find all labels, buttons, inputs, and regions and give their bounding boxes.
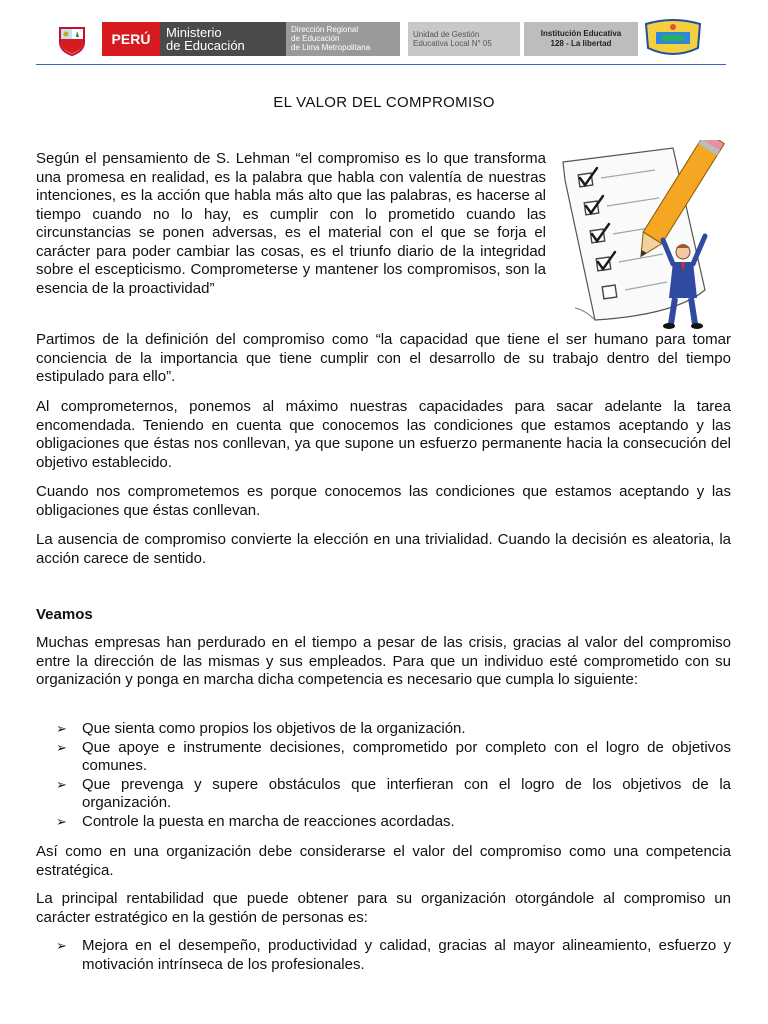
paragraph-lehman-quote: Según el pensamiento de S. Lehman “el compromiso es lo que transforma una promesa en realidad, es la palabra que habla con valentía de nuestras intenciones, es la acción que habla más alto que las palabras, es hacerse al tiempo cuando no lo hay, es cumplir con lo prometido cuando las circunstancias se ponen adversas, es el material con el que se forja el carácter para poder cambiar las cosas, es el triunfo diario de la integridad sobre el escepticismo. Comprometerse y mantener los compromisos, son la esencia de la proactividad” [36, 150, 546, 297]
list-item-text: Que prevenga y supere obstáculos que interfieran con el logro de los objetivos de la organización. [82, 775, 731, 811]
benefits-list [56, 937, 731, 974]
dre-logo [286, 22, 400, 56]
ugel-line: Educativa Local N° 05 [413, 39, 492, 48]
ugel-line: Unidad de Gestión [413, 30, 480, 39]
document-title: EL VALOR DEL COMPROMISO [273, 94, 495, 111]
paragraph-companies: Muchas empresas han perdurado en el tiempo a pesar de las crisis, gracias al valor del compromiso entre la dirección de las mismas y sus empleados. Para que un individuo esté comprometido con su organización y ponga en marcha dicha competencia es necesario que cumpla lo siguiente: [36, 634, 731, 688]
list-item-text: Que apoye e instrumente decisiones, comprometido por completo con el logro de objetivos comunes. [82, 738, 731, 774]
school-logo-box [524, 22, 638, 56]
dre-line: Dirección Regional [291, 25, 359, 34]
paragraph-commitment-capacities: Al comprometernos, ponemos al máximo nuestras capacidades para sacar adelante la tarea encomendada. Teniendo en cuenta que conocemos las condiciones que estamos aceptando y las obligaciones que éstas nos conllevan, ya que supone un esfuerzo permanente hacia la consecución del objetivo establecido. [36, 398, 731, 471]
header-logos [50, 20, 730, 60]
peru-label: PERÚ [102, 22, 160, 56]
list-item [56, 720, 731, 739]
arrow-bullet-icon: ➢ [56, 721, 67, 736]
paragraph-absence: La ausencia de compromiso convierte la elección en una trivialidad. Cuando la decisión es aleatoria, la acción carece de sentido. [36, 531, 731, 567]
school-line: 128 - La libertad [550, 39, 612, 48]
requirements-list [56, 720, 731, 831]
header-divider [36, 64, 726, 65]
ministry-line-1: Ministerio [166, 25, 222, 40]
school-line: Institución Educativa [540, 29, 622, 38]
list-item [56, 813, 731, 832]
school-emblem-icon [642, 18, 704, 58]
arrow-bullet-icon: ➢ [56, 776, 67, 792]
dre-line: de Educación [291, 34, 340, 43]
arrow-bullet-icon: ➢ [56, 739, 67, 755]
arrow-bullet-icon: ➢ [56, 813, 67, 829]
section-heading-veamos: Veamos [36, 606, 93, 623]
paragraph-definition: Partimos de la definición del compromiso como “la capacidad que tiene el ser humano para tomar conciencia de la importancia que tiene cumplir con el desarrollo de su trabajo dentro del tiempo estipulado para ello”. [36, 331, 731, 385]
paragraph-profitability: La principal rentabilidad que puede obtener para su organización otorgándole al compromiso un carácter estratégico en la gestión de personas es: [36, 890, 731, 926]
list-item-text: Controle la puesta en marcha de reacciones acordadas. [82, 812, 455, 830]
list-item-text: Que sienta como propios los objetivos de la organización. [82, 720, 466, 737]
list-item [56, 937, 731, 974]
coat-of-arms-icon [56, 24, 88, 56]
paragraph-conditions: Cuando nos comprometemos es porque conocemos las condiciones que estamos aceptando y las obligaciones que éstas conllevan. [36, 483, 731, 519]
dre-line: de Lima Metropolitana [291, 43, 371, 52]
ugel-logo [408, 22, 520, 56]
checklist-pencil-person-icon [555, 140, 735, 330]
arrow-bullet-icon: ➢ [56, 938, 67, 953]
paragraph-strategic-competence: Así como en una organización debe considerarse el valor del compromiso como una competencia estratégica. [36, 843, 731, 879]
list-item [56, 739, 731, 776]
list-item-text: Mejora en el desempeño, productividad y calidad, gracias al mayor alineamiento, esfuerzo y motivación intrínseca de los profesionales. [82, 937, 731, 973]
ministry-line-2: de Educación [166, 38, 245, 53]
list-item [56, 776, 731, 813]
